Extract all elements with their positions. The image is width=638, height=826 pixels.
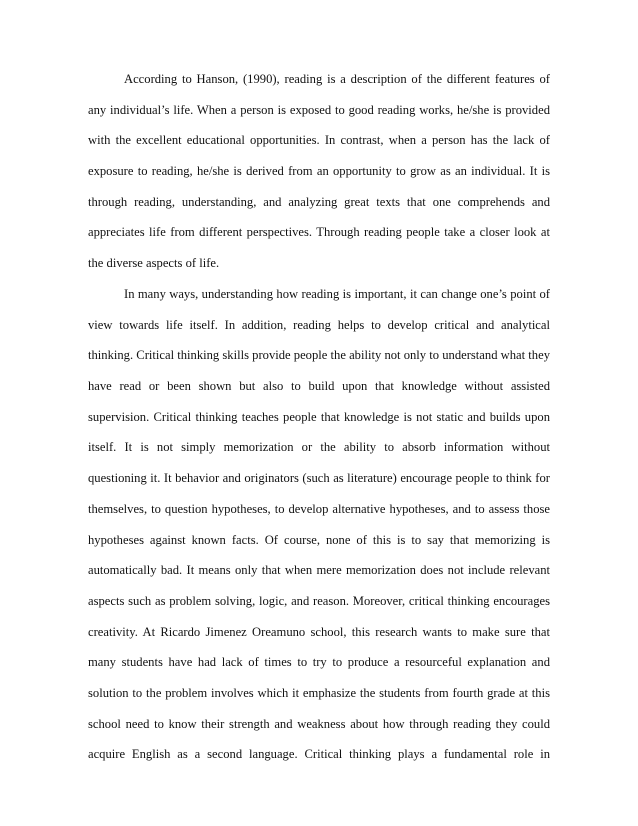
paragraph-line: questioning it. It behavior and originators (such as literature) encourage people to think for <box>88 471 550 486</box>
paragraph-2 <box>88 279 550 770</box>
paragraph-line: acquire English as a second language. Critical thinking plays a fundamental role in <box>88 747 550 762</box>
paragraph-line: appreciates life from different perspectives. Through reading people take a closer look at <box>88 225 550 240</box>
paragraph-line: aspects such as problem solving, logic, and reason. Moreover, critical thinking encourages <box>88 593 550 608</box>
paragraph-line: many students have had lack of times to try to produce a resourceful explanation and <box>88 655 550 670</box>
paragraph-line: with the excellent educational opportunities. In contrast, when a person has the lack of <box>88 133 550 148</box>
paragraph-line: the diverse aspects of life. <box>88 256 220 271</box>
paragraph-line: creativity. At Ricardo Jimenez Oreamuno school, this research wants to make sure that <box>88 624 550 639</box>
paragraph-line: thinking. Critical thinking skills provide people the ability not only to understand what they <box>88 348 550 363</box>
paragraph-1 <box>88 64 550 279</box>
paragraph-line: automatically bad. It means only that when mere memorization does not include relevant <box>88 563 550 578</box>
paragraph-line: supervision. Critical thinking teaches people that knowledge is not static and builds upon <box>88 409 550 424</box>
paragraph-line: hypotheses against known facts. Of course, none of this is to say that memorizing is <box>88 532 550 547</box>
paragraph-line: In many ways, understanding how reading is important, it can change one’s point of <box>124 287 550 301</box>
paragraph-line: According to Hanson, (1990), reading is a description of the different features of <box>124 72 550 86</box>
paragraph-line: themselves, to question hypotheses, to develop alternative hypotheses, and to assess those <box>88 501 550 516</box>
paragraph-line: have read or been shown but also to build upon that knowledge without assisted <box>88 379 550 394</box>
paragraph-line: school need to know their strength and weakness about how through reading they could <box>88 716 550 731</box>
paragraph-line: solution to the problem involves which it emphasize the students from fourth grade at this <box>88 685 550 700</box>
paragraph-line: view towards life itself. In addition, reading helps to develop critical and analytical <box>88 317 550 332</box>
paragraph-line: itself. It is not simply memorization or the ability to absorb information without <box>88 440 550 455</box>
paragraph-line: any individual’s life. When a person is exposed to good reading works, he/she is provided <box>88 102 550 117</box>
paragraph-line: exposure to reading, he/she is derived from an opportunity to grow as an individual. It is <box>88 164 550 179</box>
paragraph-line: through reading, understanding, and analyzing great texts that one comprehends and <box>88 194 550 209</box>
